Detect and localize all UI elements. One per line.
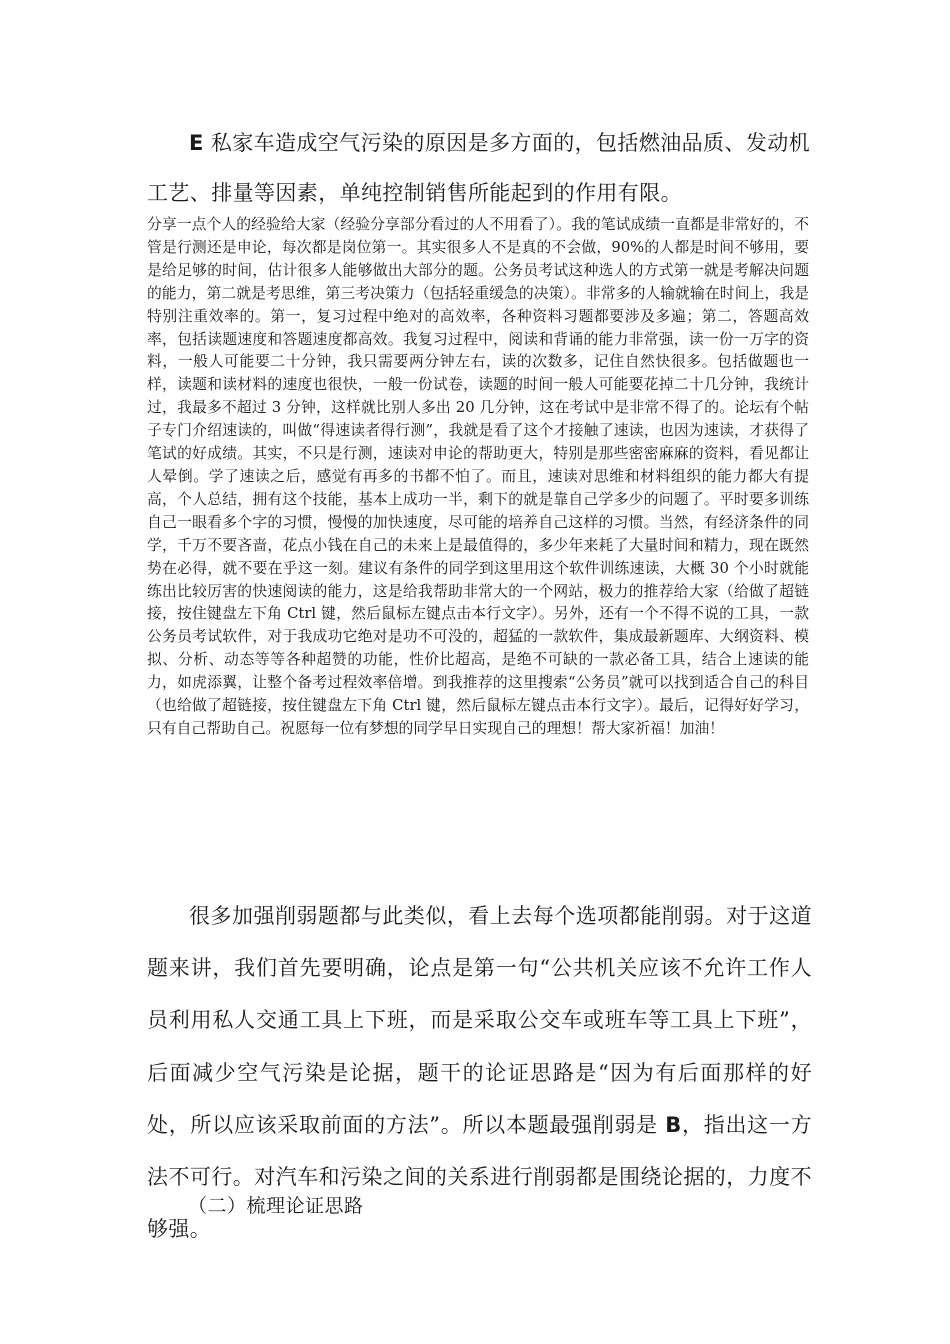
option-e-paragraph (147, 118, 812, 218)
analysis-text-part2: ，指出这一方法不可行。对汽车和污染之间的关系进行削弱都是围绕论据的，力度不够强。 (147, 1112, 812, 1242)
analysis-text-part1: 很多加强削弱题都与此类似，看上去每个选项都能削弱。对于这道题来讲，我们首先要明确，论点是第一句“公共机关应该不允许工作人员利用私人交通工具上下班，而是采取公交车或班车等工具上下班”，后面减少空气污染是论据，题干的论证思路是“因为有后面那样的好处，所以应该采取前面的方法”。所以本题最强削弱是 (147, 904, 812, 1137)
section-heading: （二）梳理论证思路 (188, 1195, 364, 1217)
option-letter: E (189, 131, 204, 155)
experience-share-paragraph: 分享一点个人的经验给大家（经验分享部分看过的人不用看了）。我的笔试成绩一直都是非常好的，不管是行测还是申论，每次都是岗位第一。其实很多人不是真的不会做，90%的人都是时间不够用，要是给足够的时间，估计很多人能够做出大部分的题。公务员考试这种选人的方式第一就是考解决问题的能力，第二就是考思维，第三考决策力（包括轻重缓急的决策）。非常多的人输就输在时间上，我是特别注重效率的。第一，复习过程中绝对的高效率，各种资料习题都要涉及多遍；第二，答题高效率，包括读题速度和答题速度都高效。我复习过程中，阅读和背诵的能力非常强，读一份一万字的资料，一般人可能要二十分钟，我只需要两分钟左右，读的次数多，记住自然快很多。包括做题也一样，读题和读材料的速度也很快，一般一份试卷，读题的时间一般人可能要花掉二十几分钟，我统计过，我最多不超过 3 分钟，这样就比别人多出 20 几分钟，这在考试中是非常不得了的。论坛有个帖子专门介绍速读的，叫做“得速读者得行测”，我就是看了这个才接触了速读，也因为速读，才获得了笔试的好成绩。其实，不只是行测，速读对申论的帮助更大，特别是那些密密麻麻的资料，看见都让人晕倒。学了速读之后，感觉有再多的书都不怕了。而且，速读对思维和材料组织的能力都大有提高，个人总结，拥有这个技能，基本上成功一半，剩下的就是靠自己学多少的问题了。平时要多训练自己一眼看多个字的习惯，慢慢的加快速度，尽可能的培养自己这样的习惯。当然，有经济条件的同学，千万不要吝啬，花点小钱在自己的未来上是最值得的，多少年来耗了大量时间和精力，现在既然势在必得，就不要在乎这一刻。建议有条件的同学到这里用这个软件训练速读，大概 30 个小时就能练出比较厉害的快速阅读的能力，这是给我帮助非常大的一个网站，极力的推荐给大家（给做了超链接，按住键盘左下角 Ctrl 键，然后鼠标左键点击本行文字）。另外，还有一个不得不说的工具，一款公务员考试软件，对于我成功它绝对是功不可没的，超猛的一款软件，集成最新题库、大纲资料、模拟、分析、动态等等各种超赞的功能，性价比超高，是绝不可缺的一款必备工具，结合上速读的能力，如虎添翼，让整个备考过程效率倍增。到我推荐的这里搜索“公务员”就可以找到适合自己的科目（也给做了超链接，按住键盘左下角 Ctrl 键，然后鼠标左键点击本行文字）。最后，记得好好学习，只有自己帮助自己。祝愿每一位有梦想的同学早日实现自己的理想！帮大家祈福！加油！ (147, 216, 809, 737)
answer-letter: B (665, 1112, 682, 1137)
option-text: 私家车造成空气污染的原因是多方面的，包括燃油品质、发动机工艺、排量等因素，单纯控制销售所能起到的作用有限。 (147, 131, 811, 205)
